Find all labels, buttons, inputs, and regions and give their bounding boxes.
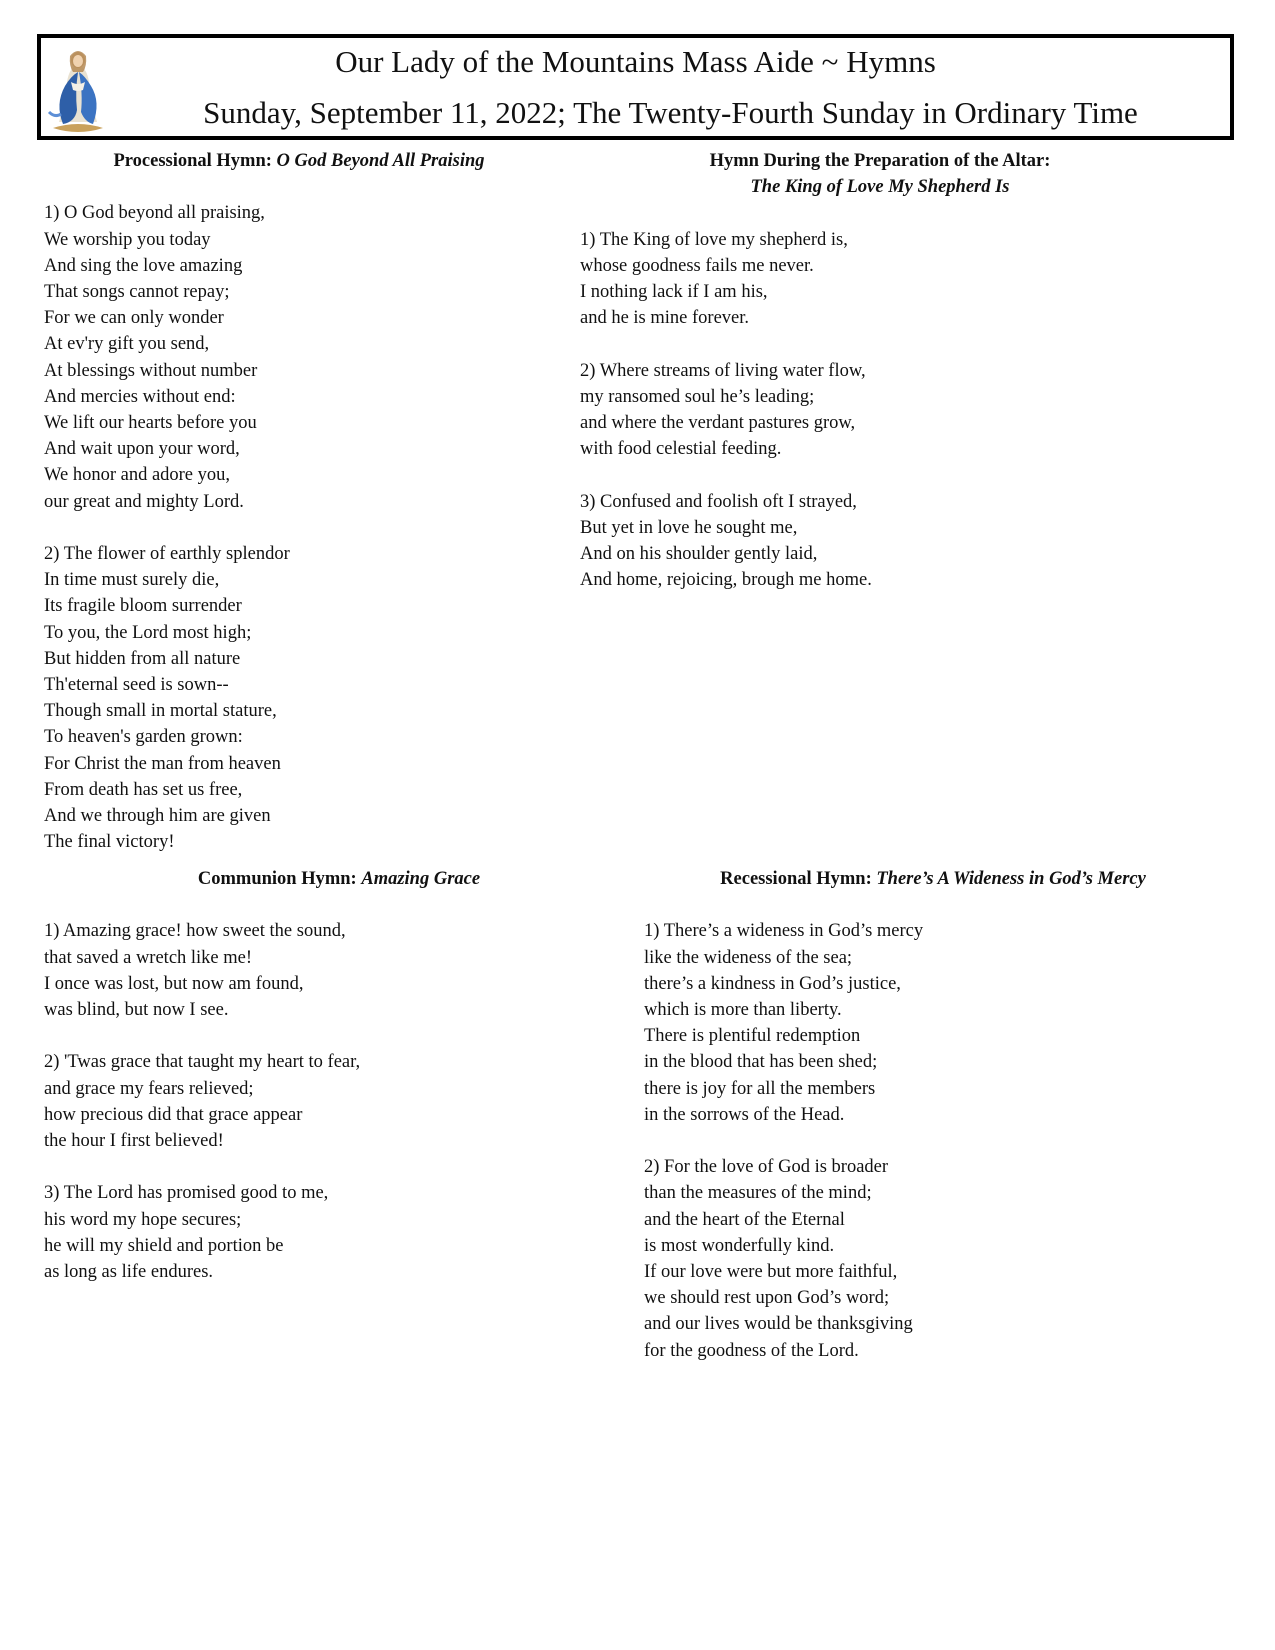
verse-line: my ransomed soul he’s leading; bbox=[580, 386, 815, 407]
verse-line: We lift our hearts before you bbox=[44, 413, 257, 434]
verse-line: Th'eternal seed is sown-- bbox=[44, 675, 229, 696]
verse-line: I once was lost, but now am found, bbox=[44, 973, 304, 994]
verse bbox=[580, 358, 1240, 463]
hymn-heading bbox=[44, 866, 634, 892]
verse bbox=[644, 1154, 1234, 1364]
verse bbox=[644, 918, 1234, 1128]
verse-line: But hidden from all nature bbox=[44, 648, 241, 669]
hymn-verses bbox=[644, 918, 1234, 1363]
verse-line: we should rest upon God’s word; bbox=[644, 1288, 890, 1309]
processional-hymn bbox=[44, 148, 554, 882]
verse-line: 1) Amazing grace! how sweet the sound, bbox=[44, 921, 346, 942]
hymn-verses bbox=[44, 918, 634, 1285]
hymn-label: Processional Hymn: bbox=[113, 151, 272, 171]
verse-line: We honor and adore you, bbox=[44, 465, 231, 486]
hymn-title: There’s A Wideness in God’s Mercy bbox=[876, 869, 1146, 889]
verse-line: 2) The flower of earthly splendor bbox=[44, 544, 290, 565]
hymn-verses bbox=[580, 227, 1240, 594]
verse-line: If our love were but more faithful, bbox=[644, 1262, 898, 1283]
verse-line: and he is mine forever. bbox=[580, 308, 750, 329]
verse-line: in the sorrows of the Head. bbox=[644, 1104, 845, 1125]
verse-line: From death has set us free, bbox=[44, 779, 243, 800]
verse-line: he will my shield and portion be bbox=[44, 1235, 284, 1256]
verse-line: And on his shoulder gently laid, bbox=[580, 544, 818, 564]
recessional-hymn bbox=[644, 866, 1234, 1390]
verse-line: I nothing lack if I am his, bbox=[580, 282, 768, 302]
verse-line: 1) O God beyond all praising, bbox=[44, 203, 265, 224]
hymn-heading bbox=[44, 148, 554, 174]
verse bbox=[44, 541, 554, 855]
verse-line: But yet in love he sought me, bbox=[580, 517, 798, 538]
hymn-title: O God Beyond All Praising bbox=[276, 151, 485, 171]
verse-line: was blind, but now I see. bbox=[44, 1000, 229, 1020]
verse bbox=[44, 1049, 634, 1154]
verse-line: And we through him are given bbox=[44, 806, 271, 827]
verse-line: 2) For the love of God is broader bbox=[644, 1157, 889, 1178]
verse-line: for the goodness of the Lord. bbox=[644, 1340, 859, 1361]
verse-line: our great and mighty Lord. bbox=[44, 491, 244, 512]
verse-line: and grace my fears relieved; bbox=[44, 1078, 254, 1099]
verse-line: To you, the Lord most high; bbox=[44, 622, 252, 643]
verse-line: Its fragile bloom surrender bbox=[44, 596, 242, 617]
page-subtitle: Sunday, September 11, 2022; The Twenty-Fourth Sunday in Ordinary Time bbox=[203, 95, 1138, 130]
hymn-verses bbox=[44, 200, 554, 855]
verse-line: in the blood that has been shed; bbox=[644, 1052, 878, 1073]
verse-line: We worship you today bbox=[44, 229, 211, 250]
verse-line: like the wideness of the sea; bbox=[644, 947, 853, 968]
hymn-title: The King of Love My Shepherd Is bbox=[750, 177, 1010, 198]
verse-line: At ev'ry gift you send, bbox=[44, 334, 210, 355]
hymn-heading bbox=[580, 148, 1180, 200]
verse-line: And home, rejoicing, brough me home. bbox=[580, 570, 872, 591]
verse-line: For we can only wonder bbox=[44, 308, 224, 329]
hymn-label: Hymn During the Preparation of the Altar: bbox=[709, 151, 1051, 171]
hymn-title: Amazing Grace bbox=[361, 869, 481, 889]
verse-line: his word my hope secures; bbox=[44, 1209, 242, 1230]
verse-line: 2) Where streams of living water flow, bbox=[580, 360, 866, 381]
verse-line: For Christ the man from heaven bbox=[44, 753, 281, 774]
verse-line: that saved a wretch like me! bbox=[44, 947, 253, 968]
header-box bbox=[37, 34, 1234, 140]
verse-line: At blessings without number bbox=[44, 360, 258, 381]
verse bbox=[44, 918, 634, 1023]
hymn-label: Recessional Hymn: bbox=[720, 869, 872, 889]
verse bbox=[580, 489, 1240, 594]
verse-line: There is plentiful redemption bbox=[644, 1026, 861, 1047]
verse-line: the hour I first believed! bbox=[44, 1131, 224, 1151]
verse bbox=[44, 200, 554, 514]
communion-hymn bbox=[44, 866, 634, 1311]
verse-line: how precious did that grace appear bbox=[44, 1104, 303, 1125]
page-title: Our Lady of the Mountains Mass Aide ~ Hymns bbox=[335, 44, 936, 79]
verse-line: which is more than liberty. bbox=[644, 1000, 842, 1020]
verse-line: To heaven's garden grown: bbox=[44, 727, 243, 748]
preparation-hymn bbox=[580, 148, 1240, 620]
verse-line: In time must surely die, bbox=[44, 570, 220, 591]
verse-line: there’s a kindness in God’s justice, bbox=[644, 973, 901, 994]
verse-line: Though small in mortal stature, bbox=[44, 701, 277, 722]
verse-line: whose goodness fails me never. bbox=[580, 255, 814, 276]
verse-line: 3) The Lord has promised good to me, bbox=[44, 1183, 329, 1204]
verse-line: and our lives would be thanksgiving bbox=[644, 1314, 913, 1335]
verse-line: And mercies without end: bbox=[44, 386, 236, 407]
verse-line: with food celestial feeding. bbox=[580, 439, 782, 460]
verse-line: 1) The King of love my shepherd is, bbox=[580, 229, 848, 250]
verse-line: 2) 'Twas grace that taught my heart to fear, bbox=[44, 1052, 361, 1073]
verse-line: And wait upon your word, bbox=[44, 439, 240, 460]
verse-line: 3) Confused and foolish oft I strayed, bbox=[580, 491, 857, 512]
verse-line: as long as life endures. bbox=[44, 1262, 214, 1282]
verse-line: there is joy for all the members bbox=[644, 1078, 876, 1099]
verse-line: 1) There’s a wideness in God’s mercy bbox=[644, 921, 924, 942]
verse-line: is most wonderfully kind. bbox=[644, 1235, 835, 1256]
verse-line: The final victory! bbox=[44, 832, 175, 853]
verse-line: That songs cannot repay; bbox=[44, 282, 230, 302]
verse bbox=[44, 1180, 634, 1285]
hymn-heading bbox=[643, 866, 1223, 892]
verse-line: and the heart of the Eternal bbox=[644, 1209, 845, 1230]
verse-line: And sing the love amazing bbox=[44, 255, 243, 276]
verse bbox=[580, 227, 1240, 332]
hymn-label: Communion Hymn: bbox=[197, 869, 357, 889]
verse-line: than the measures of the mind; bbox=[644, 1183, 872, 1204]
verse-line: and where the verdant pastures grow, bbox=[580, 413, 856, 433]
